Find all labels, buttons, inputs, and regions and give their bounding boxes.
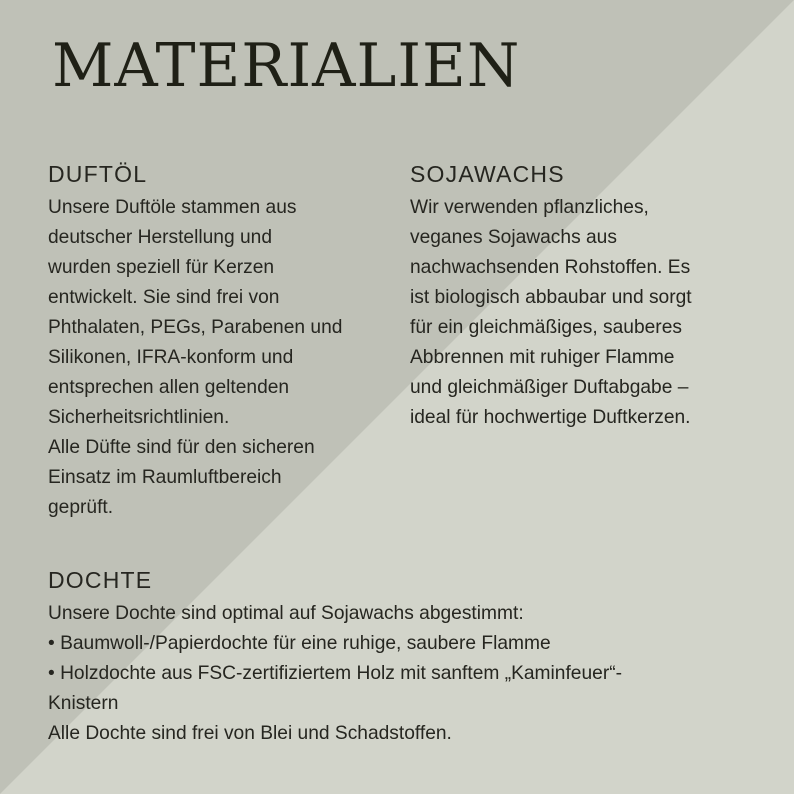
section-duftoel [48,160,388,523]
dochte-list [48,629,758,689]
list-item-text: Baumwoll-/Papierdochte für eine ruhige, saubere Flamme [60,632,551,654]
dochte-closing: Alle Dochte sind frei von Blei und Schadstoffen. [48,722,452,744]
body-line: Unsere Duftöle stammen aus [48,196,297,218]
section-sojawachs [410,160,750,433]
body-line: wurden speziell für Kerzen [48,256,275,278]
section-heading-duftoel: DUFTÖL [48,161,148,187]
body-line: entwickelt. Sie sind frei von [48,286,280,308]
body-line: Einsatz im Raumluftbereich [48,466,282,488]
body-line: Sicherheitsrichtlinien. [48,406,230,428]
list-item [48,629,758,659]
body-line: nachwachsenden Rohstoffen. Es [410,256,691,278]
body-line: Abbrennen mit ruhiger Flamme [410,346,675,368]
section-dochte [48,566,758,749]
section-body-duftoel [48,193,388,523]
body-line: Silikonen, IFRA-konform und [48,346,294,368]
body-line: und gleichmäßiger Duftabgabe – [410,376,689,398]
body-line: deutscher Herstellung und [48,226,272,248]
body-line: Wir verwenden pflanzliches, [410,196,649,218]
body-line: veganes Sojawachs aus [410,226,617,248]
body-line: für ein gleichmäßiges, sauberes [410,316,682,338]
body-line: Phthalaten, PEGs, Parabenen und [48,316,343,338]
body-line: ideal für hochwertige Duftkerzen. [410,406,691,428]
list-item-text: Holzdochte aus FSC-zertifiziertem Holz mit sanftem „Kaminfeuer“- [60,662,622,684]
list-item [48,659,758,689]
page-title: MATERIALIEN [52,31,521,101]
section-heading-dochte: DOCHTE [48,567,153,593]
section-body-sojawachs [410,193,750,433]
body-line: Alle Düfte sind für den sicheren [48,436,315,458]
body-line: geprüft. [48,496,114,518]
body-line: entsprechen allen geltenden [48,376,290,398]
dochte-intro: Unsere Dochte sind optimal auf Sojawachs abgestimmt: [48,602,524,624]
body-line: ist biologisch abbaubar und sorgt [410,286,692,308]
dochte-continuation: Knistern [48,692,119,714]
section-heading-sojawachs: SOJAWACHS [410,161,565,187]
